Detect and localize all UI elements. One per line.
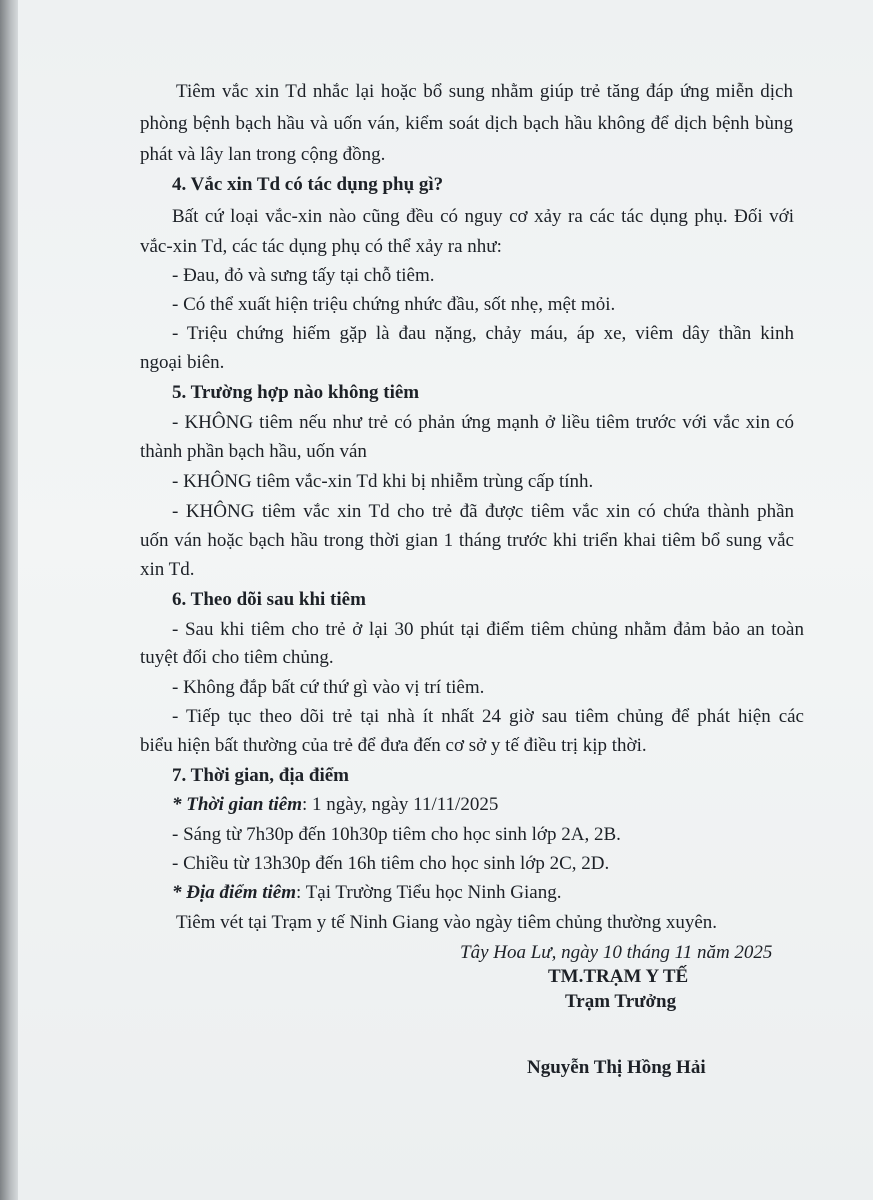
section-6-bullet-3-line-1: - Tiếp tục theo dõi trẻ tại nhà ít nhất 24 giờ sau tiêm chủng để phát hiện các (172, 706, 804, 727)
document-page (18, 0, 873, 1200)
place-line (172, 881, 561, 905)
section-5-bullet-1-line-1: - KHÔNG tiêm nếu như trẻ có phản ứng mạnh ở liều tiêm trước với vắc xin có (172, 412, 794, 433)
morning-schedule: - Sáng từ 7h30p đến 10h30p tiêm cho học sinh lớp 2A, 2B. (172, 824, 621, 845)
place-label: * Địa điểm tiêm (172, 882, 297, 903)
signature-org: TM.TRẠM Y TẾ (548, 966, 689, 987)
time-line (172, 793, 498, 817)
section-5-bullet-3-line-2: uốn ván hoặc bạch hầu trong thời gian 1 tháng trước khi triển khai tiêm bổ sung vắc (140, 530, 794, 551)
intro-line-3: phát và lây lan trong cộng đồng. (140, 144, 386, 165)
section-6-bullet-2: - Không đắp bất cứ thứ gì vào vị trí tiêm. (172, 677, 485, 698)
signature-date-line: Tây Hoa Lư, ngày 10 tháng 11 năm 2025 (460, 942, 773, 963)
section-4-bullet-3-line-2: ngoại biên. (140, 352, 225, 373)
signature-name: Nguyễn Thị Hồng Hải (527, 1057, 706, 1078)
section-4-bullet-3-line-1: - Triệu chứng hiếm gặp là đau nặng, chảy máu, áp xe, viêm dây thần kinh (172, 323, 794, 344)
place-value: : Tại Trường Tiểu học Ninh Giang. (296, 882, 562, 903)
section-5-bullet-3-line-1: - KHÔNG tiêm vắc xin Td cho trẻ đã được tiêm vắc xin có chứa thành phần (172, 501, 794, 522)
catchup-line: Tiêm vét tại Trạm y tế Ninh Giang vào ngày tiêm chủng thường xuyên. (176, 912, 718, 933)
section-6-bullet-1-line-2: tuyệt đối cho tiêm chủng. (140, 647, 334, 668)
section-6-heading: 6. Theo dõi sau khi tiêm (172, 589, 366, 610)
section-4-heading: 4. Vắc xin Td có tác dụng phụ gì? (172, 174, 444, 195)
afternoon-schedule: - Chiều từ 13h30p đến 16h tiêm cho học sinh lớp 2C, 2D. (172, 853, 610, 874)
section-4-para-line-2: vắc-xin Td, các tác dụng phụ có thể xảy ra như: (140, 236, 502, 257)
intro-line-1: Tiêm vắc xin Td nhắc lại hoặc bổ sung nhằm giúp trẻ tăng đáp ứng miễn dịch (176, 81, 793, 102)
intro-line-2: phòng bệnh bạch hầu và uốn ván, kiểm soát dịch bạch hầu không để dịch bệnh bùng (140, 113, 793, 134)
section-5-heading: 5. Trường hợp nào không tiêm (172, 382, 420, 403)
section-4-para-line-1: Bất cứ loại vắc-xin nào cũng đều có nguy cơ xảy ra các tác dụng phụ. Đối với (172, 206, 794, 227)
section-4-bullet-2: - Có thể xuất hiện triệu chứng nhức đầu, sốt nhẹ, mệt mỏi. (172, 294, 616, 315)
section-6-bullet-1-line-1: - Sau khi tiêm cho trẻ ở lại 30 phút tại điểm tiêm chủng nhằm đảm bảo an toàn (172, 619, 804, 640)
page-edge-shadow (0, 0, 18, 1200)
signature-title: Trạm Trưởng (565, 991, 677, 1012)
section-4-bullet-1: - Đau, đỏ và sưng tấy tại chỗ tiêm. (172, 265, 435, 286)
time-label: * Thời gian tiêm (172, 794, 303, 815)
section-5-bullet-3-line-3: xin Td. (140, 559, 195, 580)
time-value: : 1 ngày, ngày 11/11/2025 (302, 794, 499, 815)
section-7-heading: 7. Thời gian, địa điểm (172, 765, 349, 786)
section-6-bullet-3-line-2: biểu hiện bất thường của trẻ để đưa đến cơ sở y tế điều trị kịp thời. (140, 735, 647, 756)
section-5-bullet-2: - KHÔNG tiêm vắc-xin Td khi bị nhiễm trùng cấp tính. (172, 471, 594, 492)
section-5-bullet-1-line-2: thành phần bạch hầu, uốn ván (140, 441, 367, 462)
